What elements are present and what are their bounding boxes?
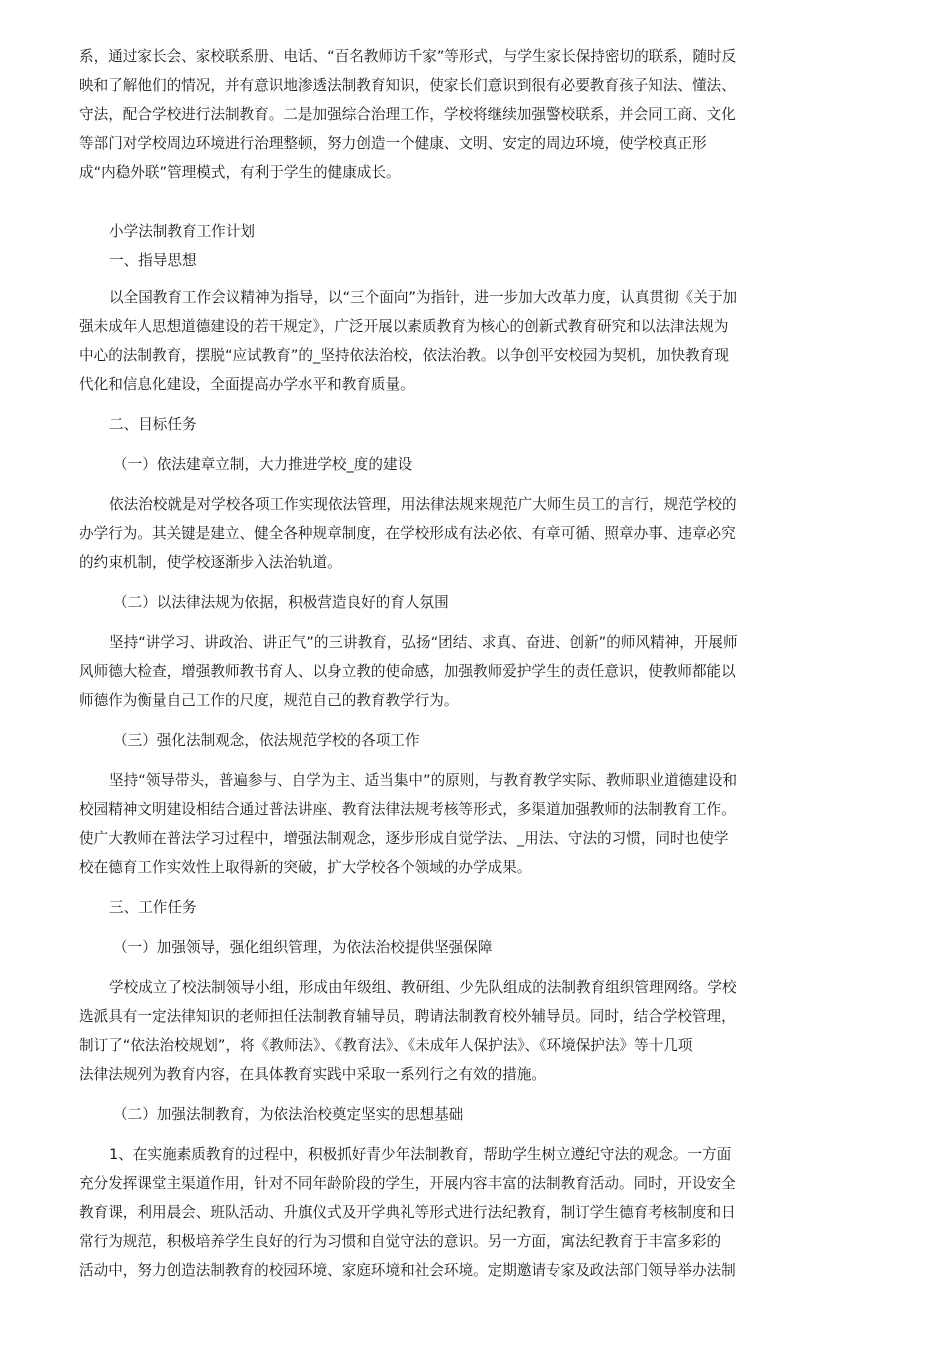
- text-line: 活动中，努力创造法制教育的校园环境、家庭环境和社会环境。定期邀请专家及政法部门领导举办法制: [79, 1262, 736, 1279]
- text-line: 以全国教育工作会议精神为指导，以“三个面向”为指针，进一步加大改革力度，认真贯彻《关于加: [109, 289, 738, 306]
- text-line: 1、在实施素质教育的过程中，积极抓好青少年法制教育，帮助学生树立遵纪守法的观念。一方面: [109, 1146, 732, 1163]
- text-line: 校园精神文明建设相结合通过普法讲座、教育法律法规考核等形式，多渠道加强教师的法制教育工作。: [79, 801, 736, 818]
- text-line: 坚持“讲学习、讲政治、讲正气”的三讲教育，弘扬“团结、求真、奋进、创新”的师风精神，开展师: [109, 634, 738, 651]
- text-line: 映和了解他们的情况，并有意识地渗透法制教育知识，使家长们意识到很有必要教育孩子知法、懂法、: [79, 77, 736, 94]
- text-line: 等部门对学校周边环境进行治理整顿，努力创造一个健康、文明、安定的周边环境，使学校真正形: [79, 135, 707, 152]
- text-line: 校在德育工作实效性上取得新的突破，扩大学校各个领域的办学成果。: [79, 859, 532, 876]
- spacer: [79, 439, 779, 450]
- heading-guiding-thought: 一、指导思想: [109, 252, 197, 269]
- text-line: 代化和信息化建设，全面提高办学水平和教育质量。: [79, 376, 415, 393]
- subheading-legal-education: （二）加强法制教育，为依法治校奠定坚实的思想基础: [113, 1106, 464, 1123]
- subheading-legal-concept: （三）强化法制观念，依法规范学校的各项工作: [113, 732, 420, 749]
- spacer: [79, 1129, 779, 1140]
- paragraph-atmosphere: [79, 628, 779, 715]
- text-line: 坚持“领导带头，普遍参与、自学为主、适当集中”的原则，与教育教学实际、教师职业道德建设和: [109, 772, 738, 789]
- heading-tasks: 三、工作任务: [109, 899, 197, 916]
- subheading-atmosphere: （二）以法律法规为依据，积极营造良好的育人氛围: [113, 594, 449, 611]
- paragraph-leadership: [79, 973, 779, 1089]
- text-line: 使广大教师在普法学习过程中，增强法制观念，逐步形成自觉学法、_用法、守法的习惯，同时也使学: [79, 830, 729, 847]
- paragraph-guiding-thought: [79, 283, 779, 399]
- text-line: 成“内稳外联”管理模式，有利于学生的健康成长。: [79, 164, 401, 181]
- spacer: [79, 577, 779, 588]
- text-line: 办学行为。其关键是建立、健全各种规章制度，在学校形成有法必依、有章可循、照章办事、违章必究: [79, 525, 736, 542]
- spacer: [79, 399, 779, 410]
- text-line: 系，通过家长会、家校联系册、电话、“百名教师访千家”等形式，与学生家长保持密切的联系，随时反: [79, 48, 737, 65]
- heading-goals: 二、目标任务: [109, 416, 197, 433]
- text-line: 常行为规范，积极培养学生良好的行为习惯和自觉守法的意识。另一方面，寓法纪教育于丰富多彩的: [79, 1233, 722, 1250]
- paragraph-legal-concept: [79, 766, 779, 882]
- spacer: [79, 187, 779, 217]
- text-line: 师德作为衡量自己工作的尺度，规范自己的教育教学行为。: [79, 692, 459, 709]
- text-line: 充分发挥课堂主渠道作用，针对不同年龄阶段的学生，开展内容丰富的法制教育活动。同时，开设安全: [79, 1175, 736, 1192]
- spacer: [79, 922, 779, 933]
- spacer: [79, 617, 779, 628]
- text-line: 法律法规列为教育内容，在具体教育实践中采取一系列行之有效的措施。: [79, 1066, 547, 1083]
- paragraph-rules: [79, 490, 779, 577]
- subheading-leadership: （一）加强领导，强化组织管理，为依法治校提供坚强保障: [113, 939, 493, 956]
- text-line: 依法治校就是对学校各项工作实现依法管理，用法律法规来规范广大师生员工的言行，规范学校的: [109, 496, 737, 513]
- text-line: 中心的法制教育，摆脱“应试教育”的_坚持依法治校，依法治教。以争创平安校园为契机，加快教育现: [79, 347, 729, 364]
- spacer: [79, 755, 779, 766]
- spacer: [79, 962, 779, 973]
- spacer: [79, 1089, 779, 1100]
- text-line: 选派具有一定法律知识的老师担任法制教育辅导员，聘请法制教育校外辅导员。同时，结合学校管理，: [79, 1008, 736, 1025]
- document-body: [79, 42, 779, 1285]
- text-line: 风师德大检查，增强教师教书育人、以身立教的使命感，加强教师爱护学生的责任意识，使教师都能以: [79, 663, 736, 680]
- intro-paragraph: [79, 42, 779, 187]
- text-line: 制订了“依法治校规划”，将《教师法》、《教育法》、《未成年人保护法》、《环境保护法》等十几项: [79, 1037, 693, 1054]
- text-line: 的约束机制，使学校逐渐步入法治轨道。: [79, 554, 342, 571]
- text-line: 守法，配合学校进行法制教育。二是加强综合治理工作，学校将继续加强警校联系，并会同工商、文化: [79, 106, 736, 123]
- paragraph-legal-education: [79, 1140, 779, 1285]
- text-line: 教育课，利用晨会、班队活动、升旗仪式及开学典礼等形式进行法纪教育，制订学生德育考核制度和日: [79, 1204, 736, 1221]
- spacer: [79, 275, 779, 283]
- spacer: [79, 882, 779, 893]
- text-line: 强未成年人思想道德建设的若干规定》，广泛开展以素质教育为核心的创新式教育研究和以法津法规为: [79, 318, 729, 335]
- subheading-rules: （一）依法建章立制，大力推进学校_度的建设: [113, 456, 413, 473]
- text-line: 学校成立了校法制领导小组，形成由年级组、教研组、少先队组成的法制教育组织管理网络。学校: [109, 979, 737, 996]
- document-title: 小学法制教育工作计划: [109, 223, 255, 240]
- spacer: [79, 715, 779, 726]
- spacer: [79, 479, 779, 490]
